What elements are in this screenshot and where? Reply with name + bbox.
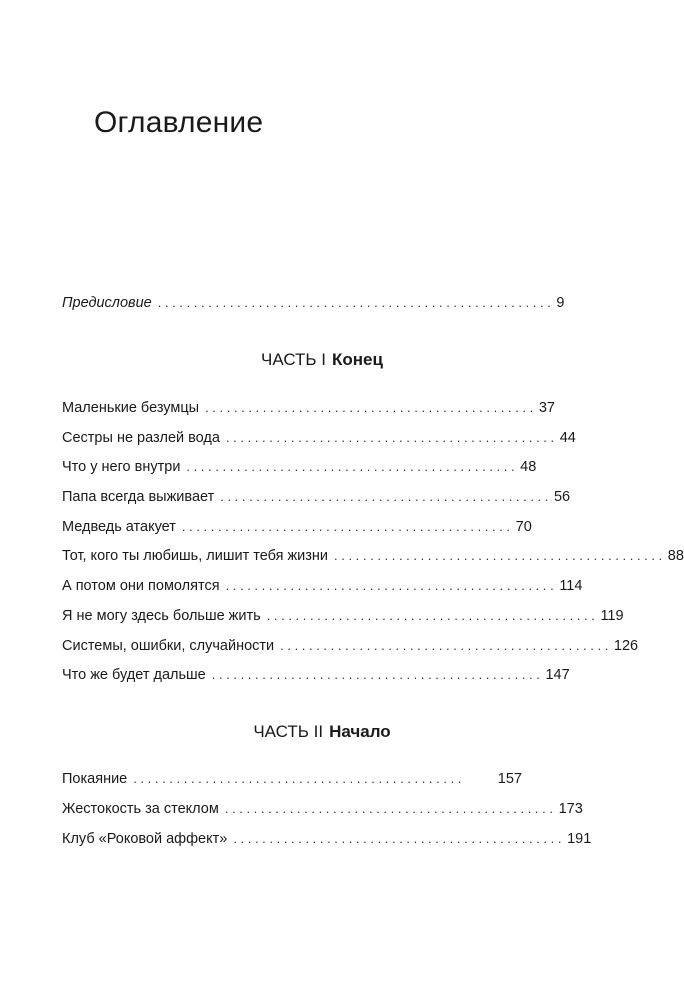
dot-leader: .............................................. [133,771,465,786]
part-label: ЧАСТЬ II [253,722,324,741]
toc-entry-page: 191 [567,831,592,847]
toc-entry[interactable] [62,770,522,788]
toc-entry-page: 173 [558,801,583,817]
dot-leader: .............................................. [334,548,666,563]
toc-entry-label: Жестокость за стеклом [62,801,219,817]
dot-leader: .............................................. [225,430,558,445]
dot-leader: ....................................................... [157,295,555,310]
toc-entry[interactable] [62,577,583,595]
toc-entry-label: Системы, ошибки, случайности [62,638,275,654]
toc-entry-label: Папа всегда выживает [62,489,215,505]
toc-entry-label: Что у него внутри [62,459,181,475]
dot-leader: .............................................. [220,489,552,504]
toc-entry-label: Сестры не разлей вода [62,430,220,446]
toc-entry[interactable] [62,637,639,655]
toc-entry-page: 37 [538,400,555,416]
part-name: Начало [329,722,391,741]
toc-entry-label: Маленькие безумцы [62,400,200,416]
toc-entry-label: Что же будет дальше [62,667,206,683]
toc-entry[interactable] [62,488,571,506]
toc-entry-label: Тот, кого ты любишь, лишит тебя жизни [62,548,329,564]
toc-entry[interactable] [62,429,576,447]
toc-entry-label: А потом они помолятся [62,578,220,594]
part-heading-1 [0,350,644,370]
toc-entry-page: 126 [613,638,639,654]
toc-entry[interactable] [62,666,570,684]
toc-entry-page: 147 [545,667,570,683]
dot-leader: .............................................. [266,608,599,623]
toc-entry-label: Медведь атакует [62,519,176,535]
dot-leader: .............................................. [181,519,514,534]
toc-entry[interactable] [62,547,684,565]
dot-leader: .............................................. [280,638,612,653]
toc-entry[interactable] [62,830,592,848]
toc-entry[interactable] [62,607,624,625]
toc-entry-page: 114 [559,578,583,594]
toc-entry-page: 119 [600,608,624,624]
dot-leader: .............................................. [233,831,566,846]
dot-leader: .............................................. [211,667,544,682]
dot-leader: .............................................. [225,578,558,593]
toc-entry-page: 48 [520,459,537,475]
part-label: ЧАСТЬ I [261,350,327,369]
dot-leader: .............................................. [224,801,557,816]
toc-entry-label: Предисловие [62,295,152,311]
toc-entry-page: 88 [667,548,684,564]
toc-entry-preface[interactable] [62,294,565,312]
toc-entry-page: 70 [515,519,532,535]
page-title: Оглавление [94,106,264,139]
toc-entry[interactable] [62,458,537,476]
toc-entry-label: Я не могу здесь больше жить [62,608,261,624]
toc-entry-label: Клуб «Роковой аффект» [62,831,228,847]
dot-leader: .............................................. [205,400,537,415]
toc-entry-page: 9 [556,295,565,311]
toc-entry[interactable] [62,399,555,417]
toc-entry-page: 44 [559,430,576,446]
toc-entry[interactable] [62,800,583,818]
dot-leader: .............................................. [186,459,519,474]
toc-entry-label: Покаяние [62,771,128,787]
part-name: Конец [332,350,383,369]
part-heading-2 [0,722,644,742]
toc-entry[interactable] [62,518,532,536]
toc-entry-page: 157 [497,771,522,787]
toc-entry-page: 56 [553,489,571,505]
